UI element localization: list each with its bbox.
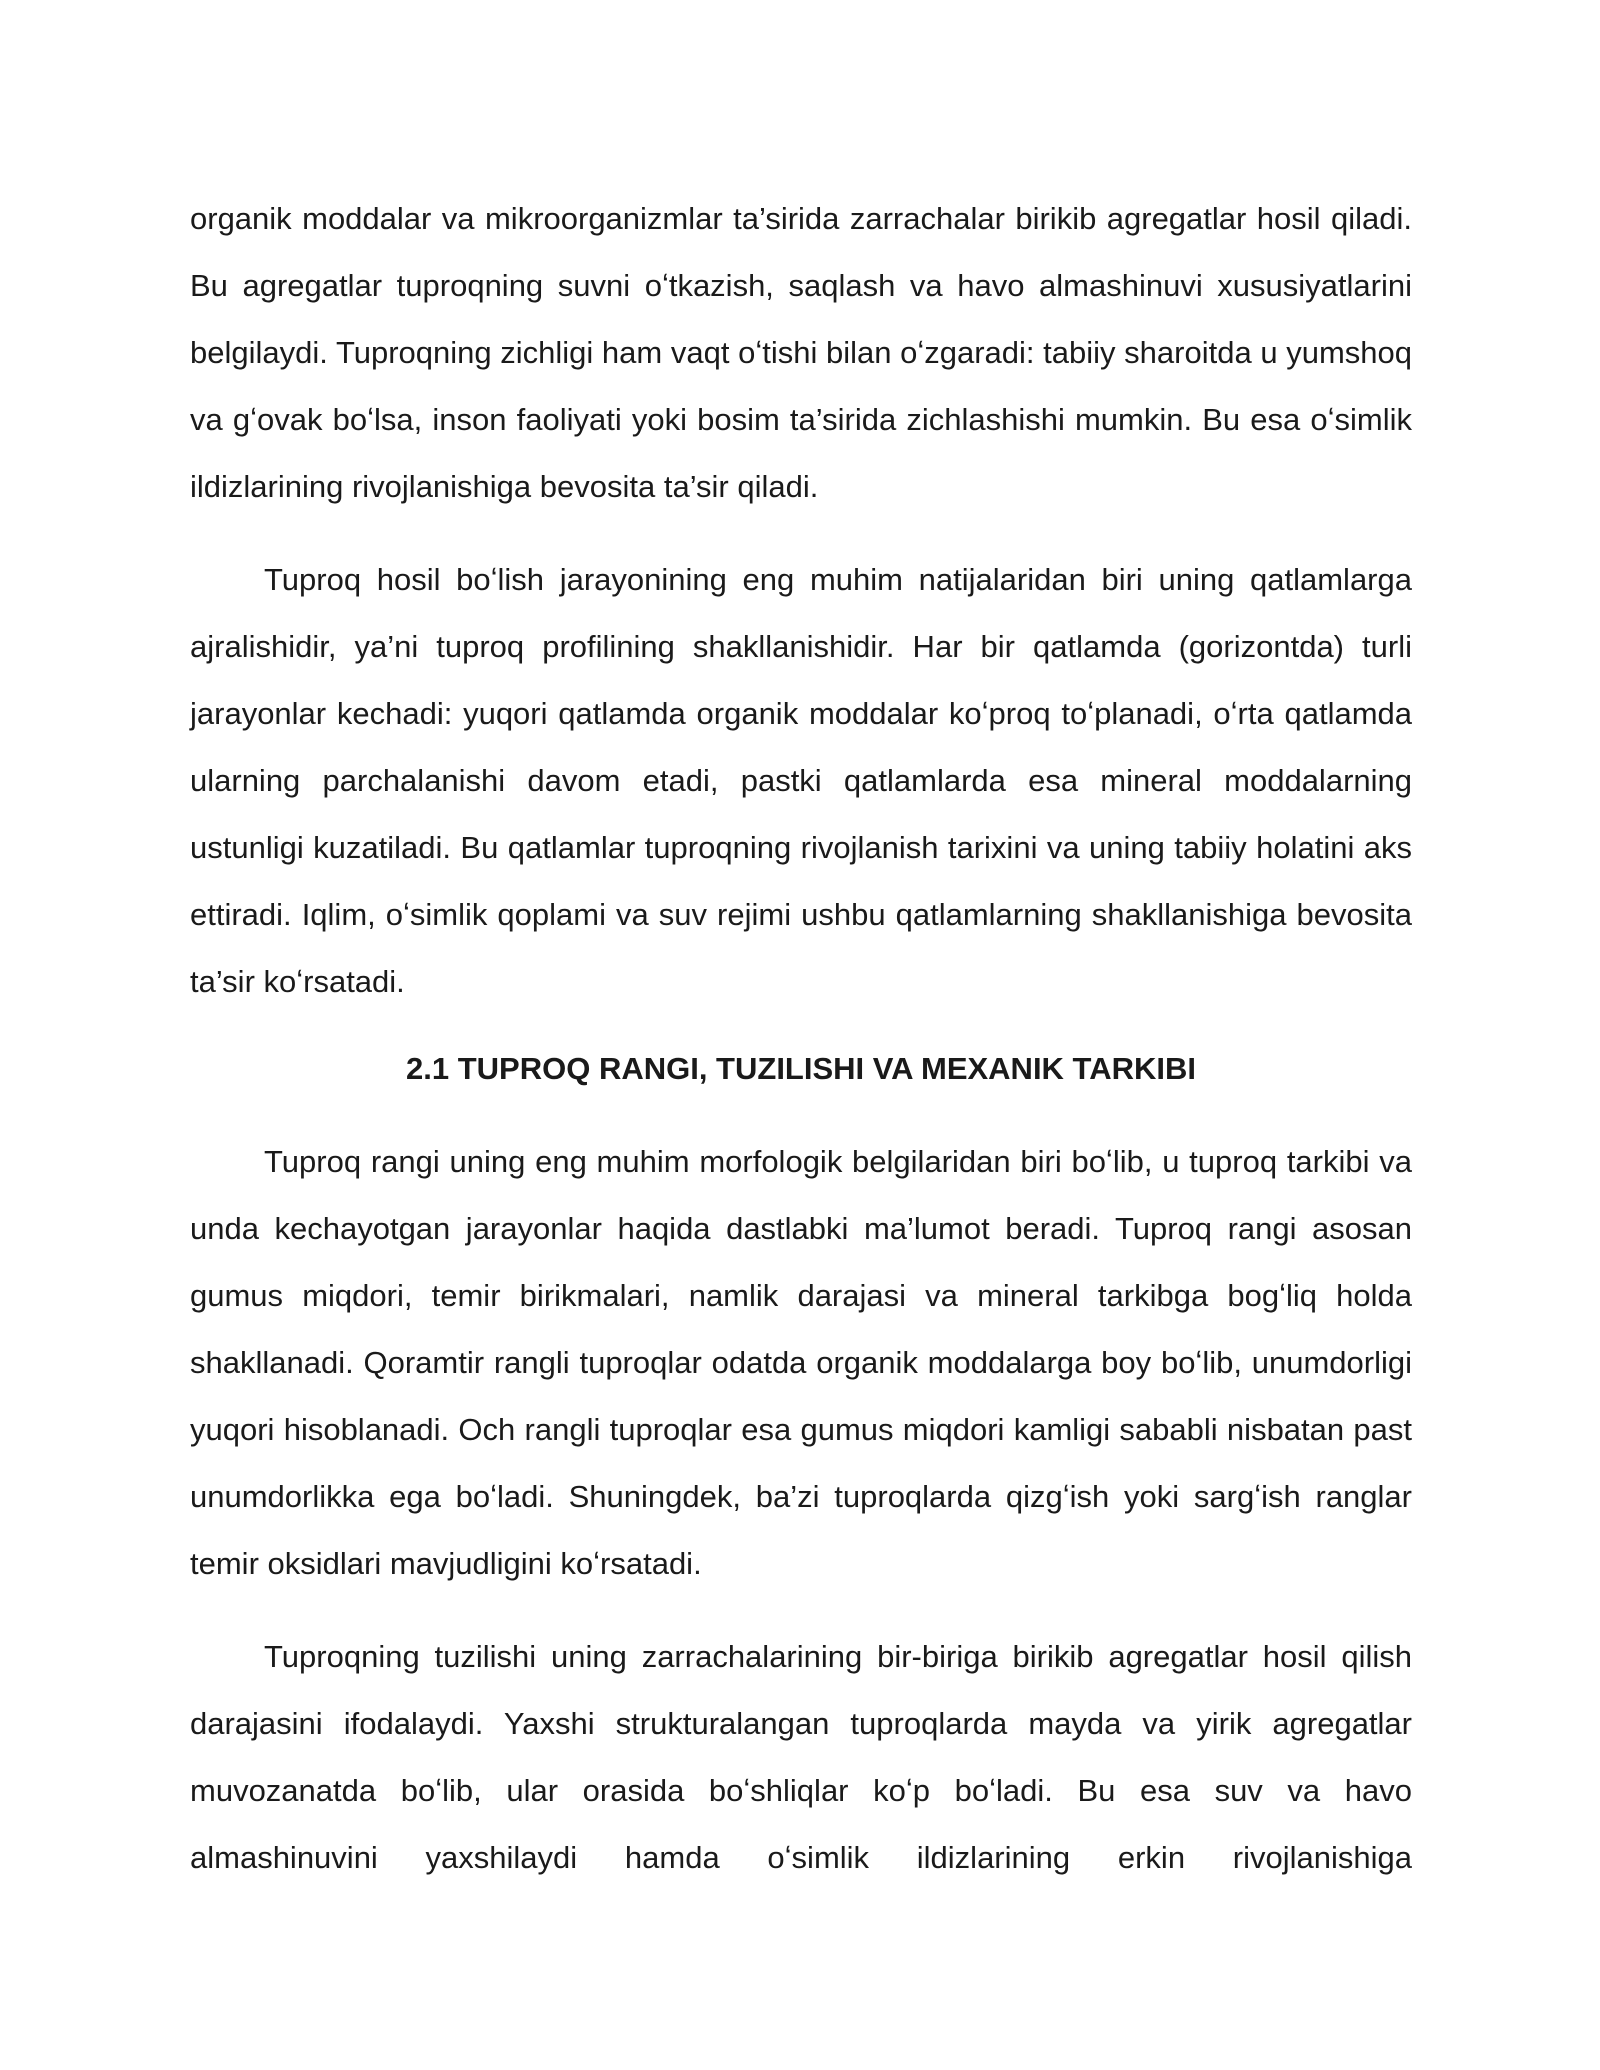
paragraph-soil-profile: Tuproq hosil boʻlish jarayonining eng muhim natijalaridan biri uning qatlamlarga ajralishidir, ya’ni tuproq profilining shakllanishidir. Har bir qatlamda (gorizontda) turli jarayonlar kechadi: yuqori qatlamda organik moddalar koʻproq toʻplanadi, oʻrta qatlamda ularning parchalanishi davom etadi, pastki qatlamlarda esa mineral moddalarning ustunligi kuzatiladi. Bu qatlamlar tuproqning rivojlanish tarixini va uning tabiiy holatini aks ettiradi. Iqlim, oʻsimlik qoplami va suv rejimi ushbu qatlamlarning shakllanishiga bevosita ta’sir koʻrsatadi. bbox=[190, 562, 1412, 999]
paragraph-continuation: organik moddalar va mikroorganizmlar ta’sirida zarrachalar birikib agregatlar hosil qiladi. Bu agregatlar tuproqning suvni oʻtkazish, saqlash va havo almashinuvi xususiyatlarini belgilaydi. Tuproqning zichligi ham vaqt oʻtishi bilan oʻzgaradi: tabiiy sharoitda u yumshoq va gʻovak boʻlsa, inson faoliyati yoki bosim ta’sirida zichlashishi mumkin. Bu esa oʻsimlik ildizlarining rivojlanishiga bevosita ta’sir qiladi. bbox=[190, 201, 1412, 504]
section-heading: 2.1 TUPROQ RANGI, TUZILISHI VA MEXANIK TARKIBI bbox=[406, 1051, 1196, 1086]
document-body bbox=[190, 185, 1412, 1891]
paragraph-soil-structure: Tuproqning tuzilishi uning zarrachalarining bir-biriga birikib agregatlar hosil qilish darajasini ifodalaydi. Yaxshi strukturalangan tuproqlarda mayda va yirik agregatlar muvozanatda boʻlib, ular orasida boʻshliqlar koʻp boʻladi. Bu esa suv va havo almashinuvini yaxshilaydi hamda oʻsimlik ildizlarining erkin rivojlanishiga bbox=[190, 1639, 1412, 1875]
paragraph-soil-color: Tuproq rangi uning eng muhim morfologik belgilaridan biri boʻlib, u tuproq tarkibi va unda kechayotgan jarayonlar haqida dastlabki ma’lumot beradi. Tuproq rangi asosan gumus miqdori, temir birikmalari, namlik darajasi va mineral tarkibga bogʻliq holda shakllanadi. Qoramtir rangli tuproqlar odatda organik moddalarga boy boʻlib, unumdorligi yuqori hisoblanadi. Och rangli tuproqlar esa gumus miqdori kamligi sababli nisbatan past unumdorlikka ega boʻladi. Shuningdek, ba’zi tuproqlarda qizgʻish yoki sargʻish ranglar temir oksidlari mavjudligini koʻrsatadi. bbox=[190, 1144, 1412, 1581]
